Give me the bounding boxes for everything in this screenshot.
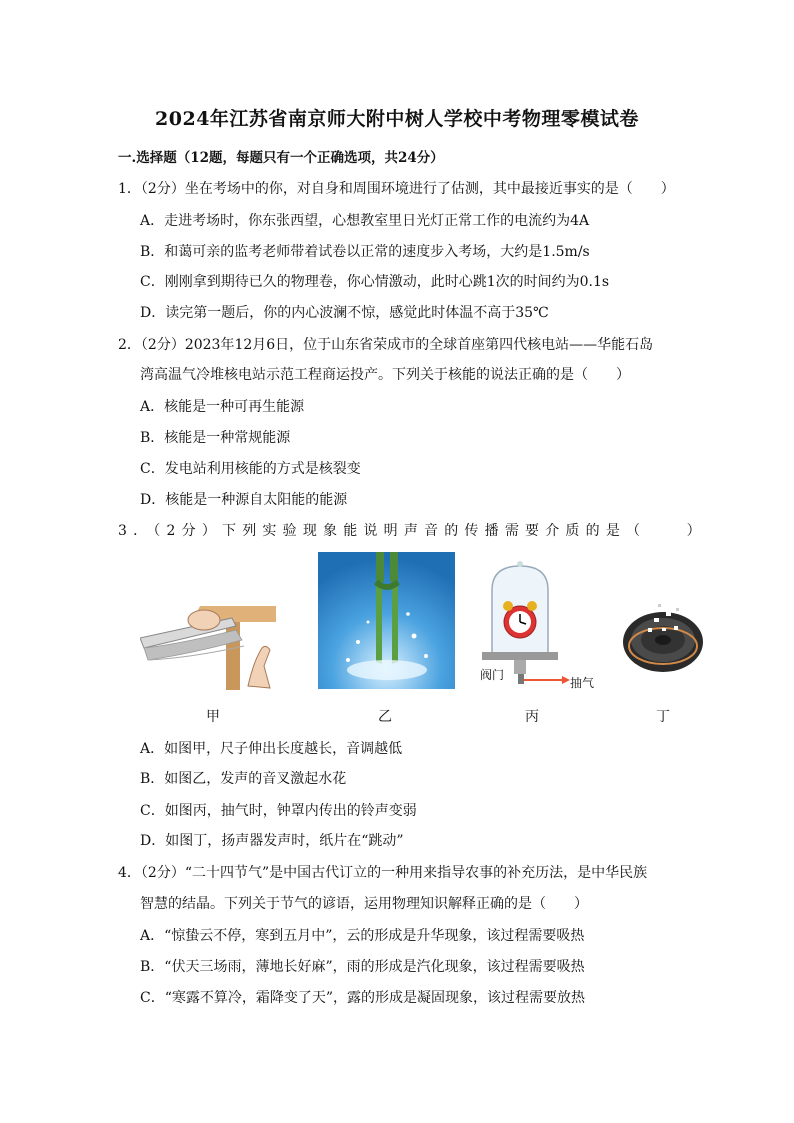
question-4-option-c: C．“寒露不算冷，霜降变了天”，露的形成是凝固现象，该过程需要放热 (140, 990, 586, 1006)
question-1-stem: 1．（2分）坐在考场中的你，对自身和周围环境进行了估测，其中最接近事实的是（ ） (118, 181, 675, 197)
figure-caption-bing: 丙 (525, 709, 539, 725)
question-4-stem-line-2: 智慧的结晶。下列关于节气的谚语，运用物理知识解释正确的是（ ） (140, 896, 588, 912)
question-2-option-c: C．发电站利用核能的方式是核裂变 (140, 461, 361, 477)
figure-caption-jia: 甲 (206, 709, 220, 725)
question-1-option-c: C．刚刚拿到期待已久的物理卷，你心情激动，此时心跳1次的时间约为0.1s (140, 274, 610, 290)
question-2-stem-line-1: 2．（2分）2023年12月6日，位于山东省荣成市的全球首座第四代核电站——华能石岛 (118, 337, 654, 353)
valve-label: 阀门 (480, 668, 505, 682)
question-2-stem-line-2: 湾高温气冷堆核电站示范工程商运投产。下列关于核能的说法正确的是（ ） (140, 367, 630, 383)
question-3-option-b: B．如图乙，发声的音叉激起水花 (140, 771, 347, 787)
question-3-option-d: D．如图丁，扬声器发声时，纸片在“跳动” (140, 833, 404, 849)
figure-caption-yi: 乙 (378, 709, 392, 725)
question-4-stem-line-1: 4．（2分）“二十四节气”是中国古代订立的一种用来指导农事的补充历法，是中华民族 (118, 865, 648, 881)
pump-label: 抽气 (570, 676, 595, 690)
section-heading: 一.选择题（12题，每题只有一个正确选项，共24分） (118, 150, 444, 166)
question-4-option-a: A．“惊蛰云不停，寒到五月中”，云的形成是升华现象，该过程需要吸热 (140, 928, 585, 944)
figure-bing-bell-jar (476, 560, 606, 690)
question-1-option-d: D．读完第一题后，你的内心波澜不惊，感觉此时体温不高于35℃ (140, 305, 549, 321)
question-2-option-d: D．核能是一种源自太阳能的能源 (140, 492, 348, 508)
question-1-option-a: A．走进考场时，你东张西望，心想教室里日光灯正常工作的电流约为4A (140, 213, 590, 229)
question-1-option-b: B．和蔼可亲的监考老师带着试卷以正常的速度步入考场，大约是1.5m/s (140, 244, 590, 260)
question-3-option-c: C．如图丙，抽气时，钟罩内传出的铃声变弱 (140, 803, 417, 819)
exam-title: 2024年江苏省南京师大附中树人学校中考物理零模试卷 (155, 108, 639, 130)
question-2-option-b: B．核能是一种常规能源 (140, 430, 291, 446)
question-3-stem: 3．（2分）下列实验现象能说明声音的传播需要介质的是（ ） (118, 523, 707, 539)
figure-caption-ding: 丁 (656, 709, 670, 725)
question-3-option-a: A．如图甲，尺子伸出长度越长，音调越低 (140, 741, 403, 757)
figure-jia-ruler (140, 600, 276, 690)
question-4-option-b: B．“伏天三场雨，薄地长好麻”，雨的形成是汽化现象，该过程需要吸热 (140, 959, 585, 975)
figure-yi-tuning-fork (318, 552, 455, 689)
question-2-option-a: A．核能是一种可再生能源 (140, 399, 305, 415)
figure-ding-speaker (620, 600, 706, 676)
